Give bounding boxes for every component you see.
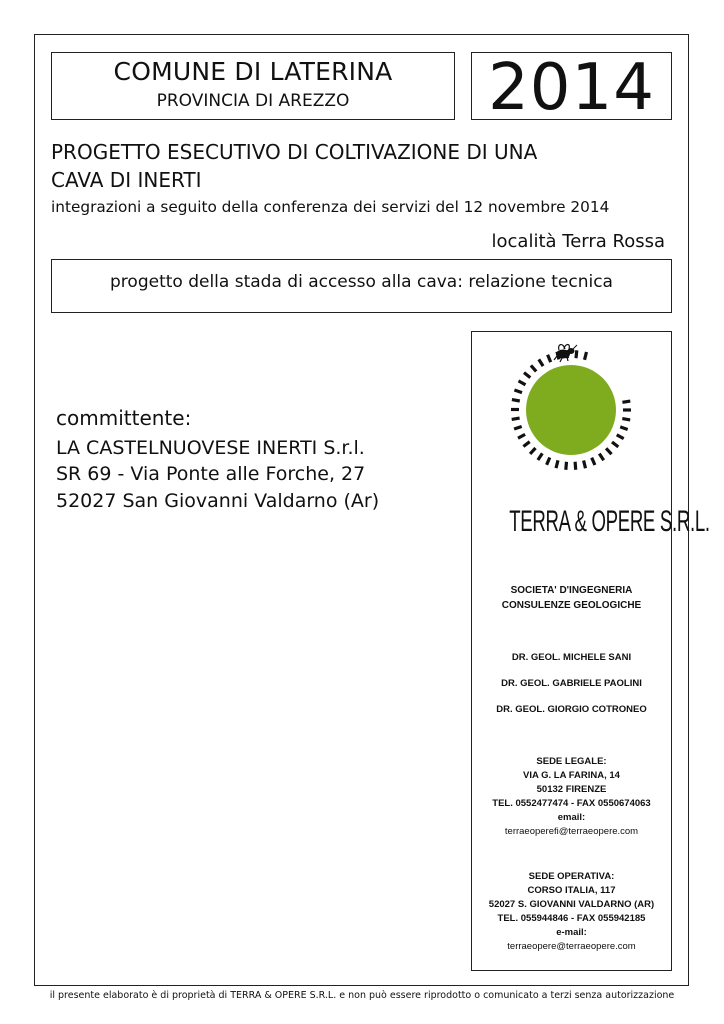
project-title-line1: PROGETTO ESECUTIVO DI COLTIVAZIONE DI UNA xyxy=(51,140,538,164)
logo-ring-tick xyxy=(622,401,630,402)
legal-office-label: SEDE LEGALE: xyxy=(536,756,607,767)
project-subtitle: integrazioni a seguito della conferenza dei servizi del 12 novembre 2014 xyxy=(51,198,610,216)
logo-ring-tick xyxy=(612,442,618,447)
logo-ring-tick xyxy=(620,427,628,430)
company-type-line1: SOCIETA' D'INGEGNERIA xyxy=(510,585,633,596)
client-address-line2: 52027 San Giovanni Valdarno (Ar) xyxy=(56,490,380,512)
logo-ring-tick xyxy=(512,400,520,401)
logo-ring-tick xyxy=(556,460,558,468)
logo-green-circle xyxy=(526,365,616,455)
operating-office-email[interactable]: terraeopere@terraeopere.com xyxy=(507,941,636,952)
logo-ring-tick xyxy=(575,462,576,470)
logo-ring-tick xyxy=(524,373,530,378)
operating-office-phone: TEL. 055944846 - FAX 055942185 xyxy=(497,913,646,924)
document-title: progetto della stada di accesso alla cava: relazione tecnica xyxy=(110,272,613,292)
logo-ring-tick xyxy=(539,359,543,366)
logo-ring-tick xyxy=(518,434,525,438)
province-subtitle: PROVINCIA DI AREZZO xyxy=(156,91,350,111)
logo-ring-tick xyxy=(606,448,611,454)
operating-office-street: CORSO ITALIA, 117 xyxy=(527,885,616,896)
legal-office-phone: TEL. 0552477474 - FAX 0550674063 xyxy=(492,798,651,809)
logo-ring-tick xyxy=(530,448,535,454)
company-logo-icon xyxy=(505,338,639,472)
staff-member: DR. GEOL. GIORGIO COTRONEO xyxy=(496,704,647,715)
client-name: LA CASTELNUOVESE INERTI S.r.l. xyxy=(56,437,365,459)
project-title-line2: CAVA DI INERTI xyxy=(51,168,202,192)
staff-member: DR. GEOL. MICHELE SANI xyxy=(511,652,632,663)
logo-ring-tick xyxy=(585,352,587,360)
logo-ring-tick xyxy=(523,442,529,447)
company-type-line2: CONSULENZE GEOLOGICHE xyxy=(501,600,642,611)
legal-office-city: 50132 FIRENZE xyxy=(536,784,607,795)
municipality-title: COMUNE DI LATERINA xyxy=(113,57,393,86)
operating-office-email-label: e-mail: xyxy=(556,927,587,938)
legal-office-street: VIA G. LA FARINA, 14 xyxy=(523,770,620,781)
legal-office-email-label: email: xyxy=(557,812,586,823)
logo-ring-tick xyxy=(592,458,595,465)
logo-ring-tick xyxy=(531,365,536,371)
company-name: TERRA & OPERE S.R.L. xyxy=(509,505,710,538)
logo-ring-tick xyxy=(547,458,550,465)
logo-ring-tick xyxy=(548,355,551,362)
client-address-line1: SR 69 - Via Ponte alle Forche, 27 xyxy=(56,463,366,485)
client-label: committente: xyxy=(56,406,192,430)
logo-ring-tick xyxy=(514,427,522,430)
locality: località Terra Rossa xyxy=(491,231,665,252)
staff-member: DR. GEOL. GABRIELE PAOLINI xyxy=(501,678,642,689)
logo-ring-tick xyxy=(519,381,526,385)
legal-office-email[interactable]: terraeoperefi@terraeopere.com xyxy=(504,826,639,837)
logo-ring-tick xyxy=(512,418,520,419)
year-label: 2014 xyxy=(488,51,655,125)
logo-ring-tick xyxy=(622,419,630,420)
operating-office-city: 52027 S. GIOVANNI VALDARNO (AR) xyxy=(488,899,655,910)
footer-notice: il presente elaborato è di proprietà di TERRA & OPERE S.R.L. e non può essere riprodotto o comunicato a terzi senza autorizzazione xyxy=(49,990,675,1001)
operating-office-label: SEDE OPERATIVA: xyxy=(528,871,615,882)
logo-ring-tick xyxy=(514,390,522,393)
logo-ring-tick xyxy=(584,461,586,469)
logo-ring-tick xyxy=(617,435,624,439)
logo-ring-tick xyxy=(599,454,603,461)
logo-ring-tick xyxy=(566,462,567,470)
logo-ring-tick xyxy=(538,453,542,460)
logo-ring-tick xyxy=(576,350,577,358)
